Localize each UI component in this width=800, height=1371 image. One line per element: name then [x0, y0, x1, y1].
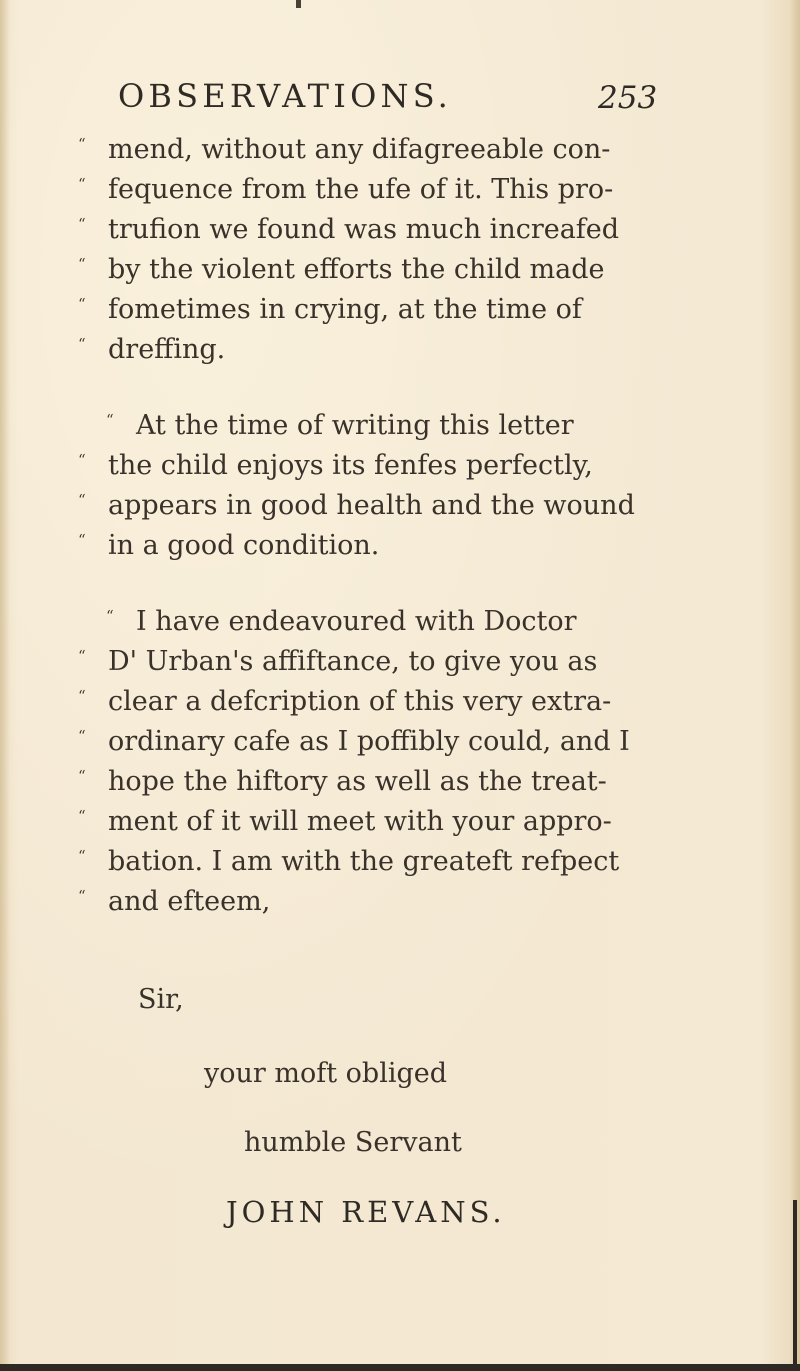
quote-mark: “ [78, 175, 86, 193]
line-text: dreffing. [108, 334, 226, 365]
line-text: ment of it will meet with your appro- [108, 806, 612, 837]
signature: JOHN REVANS. [226, 1195, 506, 1229]
line-text: At the time of writing this letter [136, 410, 574, 441]
quote-mark: “ [78, 807, 86, 825]
page-number: 253 [598, 80, 658, 116]
line-text: I have endeavoured with Doctor [136, 606, 577, 637]
quote-mark: “ [78, 451, 86, 469]
line-text: by the violent efforts the child made [108, 254, 605, 285]
quote-mark: “ [78, 847, 86, 865]
quote-mark: “ [78, 727, 86, 745]
closing-line-2: humble Servant [244, 1127, 462, 1158]
quote-mark: “ [78, 531, 86, 549]
line-text: D' Urban's affiftance, to give you as [108, 646, 598, 677]
line-text: mend, without any difagreeable con- [108, 134, 611, 165]
closing-line-1: your moft obliged [204, 1058, 448, 1089]
quote-mark: “ [78, 335, 86, 353]
line-text: ordinary cafe as I poffibly could, and I [108, 726, 630, 757]
line-text: in a good condition. [108, 530, 380, 561]
quote-mark: “ [78, 887, 86, 905]
line-text: hope the hiftory as well as the treat- [108, 766, 607, 797]
quote-mark: “ [78, 135, 86, 153]
quote-mark: “ [78, 647, 86, 665]
quote-mark: “ [78, 295, 86, 313]
line-text: fometimes in crying, at the time of [108, 294, 582, 325]
quote-mark: “ [78, 491, 86, 509]
quote-mark: “ [106, 607, 114, 625]
line-text: and efteem, [108, 886, 271, 917]
running-head: OBSERVATIONS. [118, 77, 453, 115]
quote-mark: “ [78, 687, 86, 705]
quote-mark: “ [106, 411, 114, 429]
quote-mark: “ [78, 215, 86, 233]
salutation: Sir, [138, 984, 184, 1015]
line-text: fequence from the ufe of it. This pro- [108, 174, 614, 205]
quote-mark: “ [78, 255, 86, 273]
line-text: the child enjoys its fenfes perfectly, [108, 450, 593, 481]
line-text: bation. I am with the greateft refpect [108, 846, 620, 877]
line-text: clear a defcription of this very extra- [108, 686, 612, 717]
quote-mark: “ [78, 767, 86, 785]
line-text: appears in good health and the wound [108, 490, 635, 521]
line-text: trufion we found was much increafed [108, 214, 620, 245]
